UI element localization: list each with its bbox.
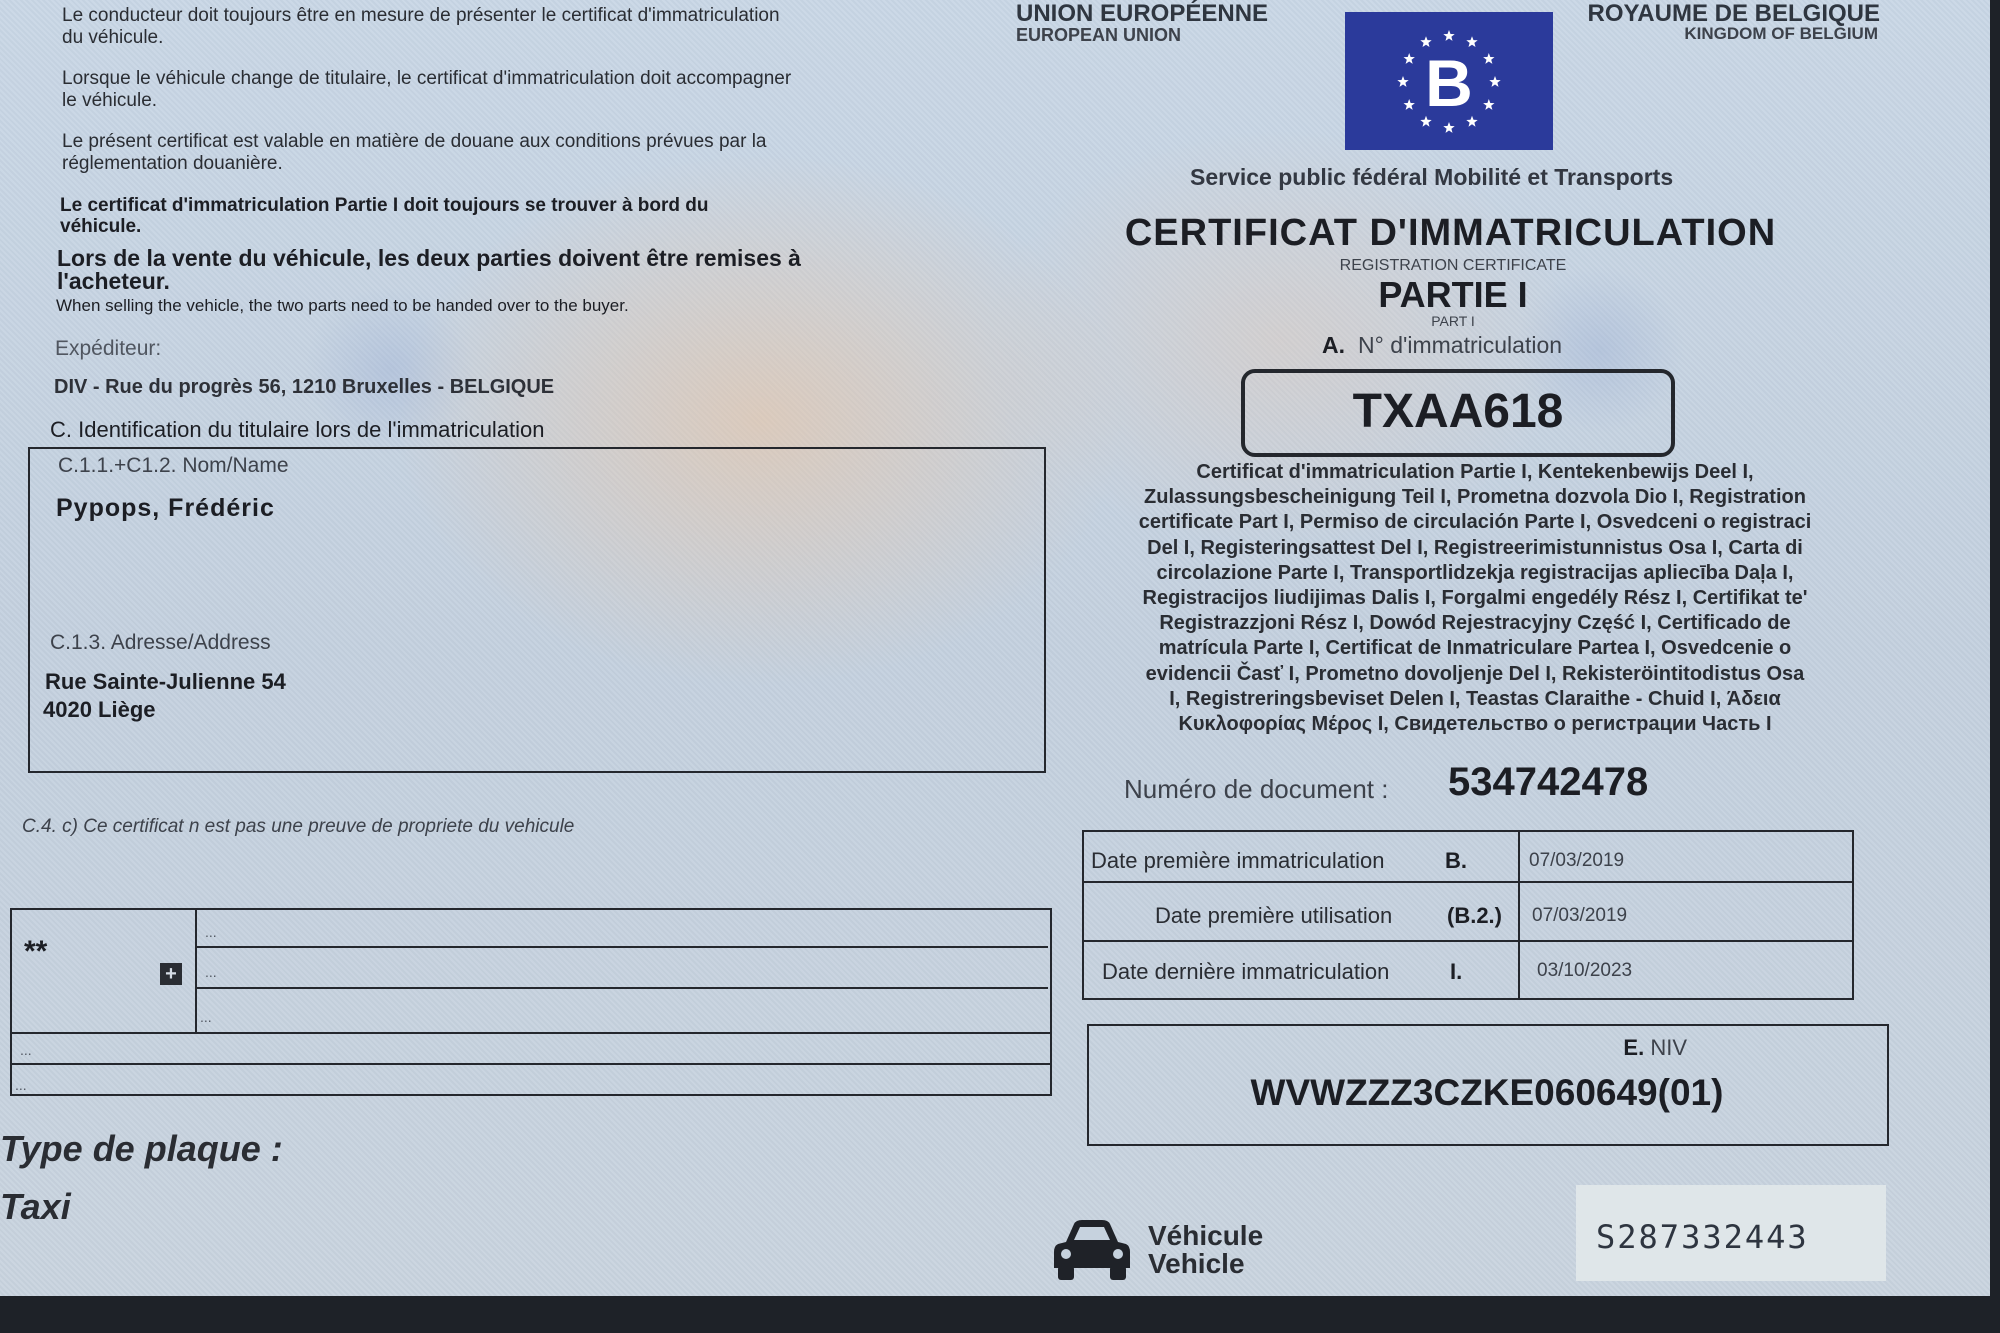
codes-dash: ... (205, 924, 217, 940)
date-last-registration-label: Date dernière immatriculation (1102, 959, 1390, 984)
vin-label-text: NIV (1650, 1035, 1687, 1060)
multilang-line: certificate Part I, Permiso de circulación Parte I, Osvedceni o registraci (1138, 511, 1812, 534)
codes-row-line (10, 1032, 1050, 1034)
multilang-line: Certificat d'immatriculation Partie I, Kentekenbewijs Deel I, (1196, 461, 1754, 483)
vehicle-badge-fr: Véhicule (1148, 1220, 1264, 1251)
note-owner-change-line2: le véhicule. (62, 90, 158, 111)
vehicle-badge-en: Vehicle (1148, 1248, 1245, 1279)
codes-dash: ... (15, 1077, 27, 1093)
note-customs-line1: Le présent certificat est valable en matière de douane aux conditions prévues par la (62, 131, 767, 152)
country-name-fr: ROYAUME DE BELGIQUE (1587, 0, 1880, 27)
date-first-use-code: (B.2.) (1447, 903, 1502, 928)
flag-letter: B (1425, 46, 1473, 120)
sender-address: DIV - Rue du progrès 56, 1210 Bruxelles - BELGIQUE (54, 376, 555, 398)
vin-number: WVWZZZ3CZKE060649(01) (1250, 1072, 1724, 1113)
vin-label-letter: E. (1623, 1035, 1645, 1060)
document-number: 534742478 (1448, 760, 1649, 804)
reg-number-label: N° d'immatriculation (1358, 332, 1563, 358)
note-onboard-line2: véhicule. (60, 216, 142, 237)
note-driver-line1: Le conducteur doit toujours être en mesure de présenter le certificat d'immatriculation (62, 5, 780, 26)
date-first-registration-code: B. (1445, 848, 1467, 873)
multilang-line: circolazione Parte I, Transportlidzekja registracijas apliecība Daļa I, (1156, 561, 1794, 584)
eu-name-fr: UNION EUROPÉENNE (1016, 0, 1269, 27)
multilang-line: Κυκλοφορίας Μέρος I, Свидетельство о регистрации Часть I (1178, 713, 1772, 736)
holder-city: 4020 Liège (43, 697, 156, 722)
date-first-registration-value: 07/03/2019 (1529, 850, 1625, 871)
serial-number: S287332443 (1596, 1218, 1809, 1256)
holder-street: Rue Sainte-Julienne 54 (45, 669, 286, 694)
multilang-line: Registrazzjoni Rész I, Dowód Rejestracyjny Część I, Certificado de (1159, 612, 1791, 635)
certificate-part: PARTIE I (1378, 274, 1528, 315)
eu-star-icon (1443, 122, 1454, 133)
date-first-use-value: 07/03/2019 (1532, 905, 1628, 926)
dates-col-divider (1518, 830, 1520, 998)
document-number-label: Numéro de document : (1124, 774, 1389, 804)
registration-number: TXAA618 (1352, 385, 1564, 438)
codes-dash: ... (20, 1042, 32, 1058)
multilang-line: I, Registreringsbeviset Delen I, Teastas Claraithe - Chuid I, Άδεια (1169, 687, 1781, 710)
multilang-line: Registracijos liudijimas Dalis I, Forgalmi engedély Rész I, Certifikat te' (1142, 587, 1808, 610)
note-owner-change-line1: Lorsque le véhicule change de titulaire, le certificat d'immatriculation doit accompagner (62, 68, 792, 89)
codes-row-line (195, 987, 1048, 989)
date-last-registration-code: I. (1450, 959, 1463, 984)
note-sale-line1: Lors de la vente du véhicule, les deux parties doivent être remises à (57, 245, 801, 271)
holder-name: Pypops, Frédéric (56, 494, 275, 522)
codes-divider (195, 908, 197, 1032)
issuing-service: Service public fédéral Mobilité et Transports (1190, 164, 1674, 190)
codes-row-line (195, 946, 1048, 948)
multilang-line: evidencii Časť I, Prometno dovoljenje Del I, Rekisteröintitodistus Osa (1145, 662, 1805, 685)
car-icon (1052, 1216, 1132, 1284)
codes-row-line (10, 1063, 1050, 1065)
date-first-registration-label: Date première immatriculation (1091, 848, 1385, 873)
eu-name-en: EUROPEAN UNION (1016, 25, 1182, 45)
note-customs-line2: réglementation douanière. (62, 153, 283, 174)
multilang-line: matrícula Parte I, Certificat de Inmatriculare Partea I, Osvedcenie o (1158, 637, 1792, 660)
plate-type-value: Taxi (0, 1186, 71, 1227)
multilang-line: Del I, Registeringsattest Del I, Registreerimistunnistus Osa I, Carta di (1147, 536, 1803, 559)
note-sale-english: When selling the vehicle, the two parts need to be handed over to the buyer. (56, 296, 629, 315)
plate-type-label: Type de plaque : (0, 1128, 283, 1169)
certificate-title: CERTIFICAT D'IMMATRICULATION (1124, 212, 1777, 254)
vin-label (1087, 1035, 1687, 1061)
date-first-use-label: Date première utilisation (1155, 903, 1393, 928)
holder-section-title: C. Identification du titulaire lors de l'immatriculation (50, 417, 545, 442)
multilang-line: Zulassungsbescheinigung Teil I, Prometna dozvola Dio I, Registration (1144, 486, 1806, 509)
certificate-part-en: PART I (1431, 313, 1475, 329)
note-driver-line2: du véhicule. (62, 27, 164, 48)
dates-row-line (1082, 940, 1852, 942)
date-last-registration-value: 03/10/2023 (1537, 960, 1633, 981)
eu-star-icon (1443, 30, 1454, 41)
sender-label: Expéditeur: (55, 337, 162, 360)
name-label: C.1.1.+C1.2. Nom/Name (58, 454, 289, 477)
eu-belgium-flag (1345, 12, 1553, 150)
note-onboard-line1: Le certificat d'immatriculation Partie I doit toujours se trouver à bord du (60, 195, 709, 216)
codes-dash: ... (205, 964, 217, 980)
note-sale-line2: l'acheteur. (57, 268, 170, 294)
multilingual-names (1080, 460, 1870, 737)
codes-stars: ** (24, 935, 48, 968)
reg-number-letter: A. (1322, 332, 1345, 358)
country-name-en: KINGDOM OF BELGIUM (1684, 24, 1878, 43)
plus-icon: + (160, 963, 182, 985)
codes-box (10, 908, 1052, 1096)
dates-row-line (1082, 881, 1852, 883)
codes-dash: ... (200, 1009, 212, 1025)
address-label: C.1.3. Adresse/Address (50, 631, 271, 654)
certificate-title-en: REGISTRATION CERTIFICATE (1339, 257, 1567, 274)
ownership-disclaimer: C.4. c) Ce certificat n est pas une preuve de propriete du vehicule (22, 816, 575, 837)
